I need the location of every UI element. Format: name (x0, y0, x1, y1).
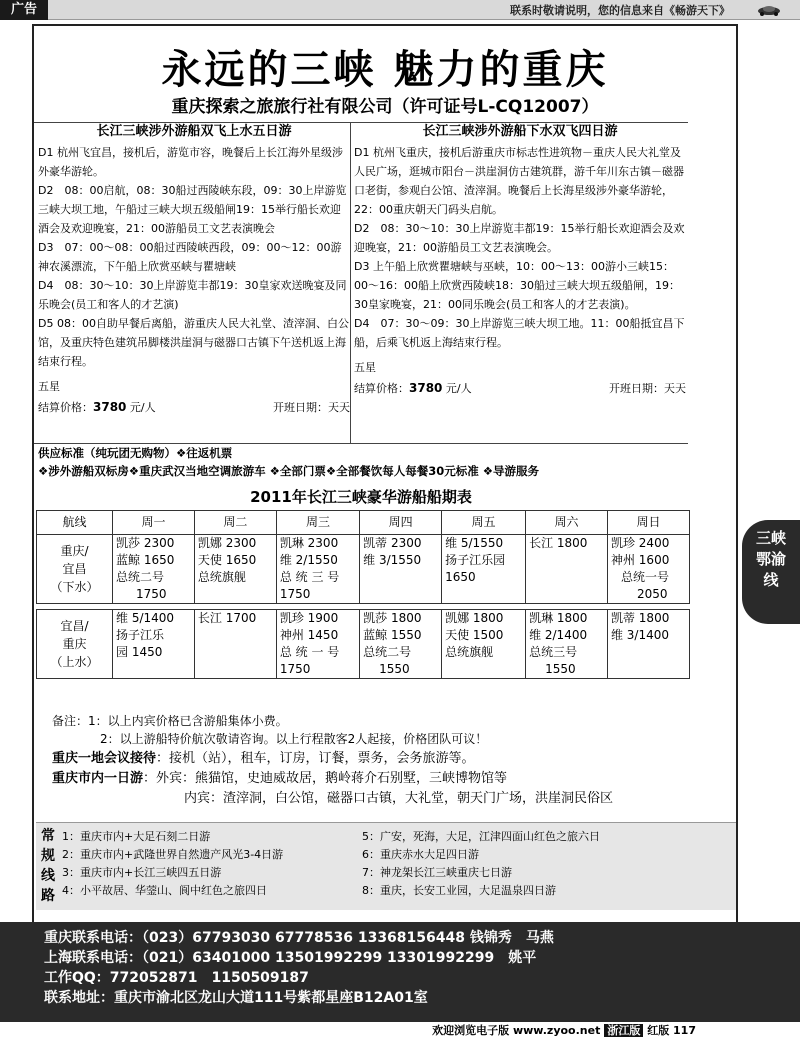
schedule-title: 2011年长江三峡豪华游船船期表 (250, 488, 472, 506)
table-cell: 凯珍 1900 神州 1450 总 统 一 号 1750 (276, 610, 359, 679)
table-cell: 凯莎 1800 蓝鲸 1550 总统二号 1550 (360, 610, 442, 679)
car-logo-icon (756, 3, 782, 17)
table-cell: 凯珍 2400 神州 1600 总统一号 2050 (607, 535, 689, 604)
routes-list-left (62, 828, 283, 900)
table-header: 周四 (360, 511, 442, 535)
itinerary-upstream-5day (38, 122, 350, 442)
meeting-reception: 重庆一地会议接待：接机（站），租车，订房，订餐，票务，会务旅游等。 (52, 751, 475, 766)
footer-site: 欢迎浏览电子版 www.zyoo.net (432, 1024, 601, 1037)
table-header: 周六 (526, 511, 608, 535)
itinerary-downstream-4day (354, 122, 686, 442)
itinerary-heading: 长江三峡涉外游船双飞上水五日游 (96, 124, 292, 139)
main-title: 永远的三峡 魅力的重庆 (161, 47, 609, 93)
contact-block (0, 922, 800, 1022)
itinerary-heading: 长江三峡涉外游船下水双飞四日游 (422, 124, 618, 139)
contact-address: 联系地址：重庆市渝北区龙山大道111号紫都星座B12A01室 (44, 990, 428, 1006)
route-item: 7：神龙架长江三峡重庆七日游 (362, 866, 512, 879)
ad-label: 广告 (0, 0, 48, 20)
company-name: 重庆探索之旅旅行社有限公司（许可证号L-CQ12007） (171, 97, 599, 117)
price: 结算价格：3780 元/人 (354, 381, 472, 395)
table-cell: 凯琳 1800 维 2/1400 总统三号 1550 (526, 610, 608, 679)
route-downstream: 重庆/ 宜昌 （下水） (37, 535, 113, 604)
itinerary-day: D3 07：00～08：00船过西陵峡西段，09：00～12：00游神农溪漂流，下午船上欣赏巫峡与瞿塘峡 (38, 241, 342, 273)
departure-schedule: 开班日期：天天 (273, 401, 350, 414)
routes-list-right (362, 828, 600, 900)
itinerary-day: D1 杭州飞重庆，接机后游重庆市标志性进筑物－重庆人民大礼堂及人民广场，逛城市阳台－洪崖洞仿古建筑群，游千年川东古镇－磁器口老街，参观白公馆、渣滓洞。晚餐后上长海星级涉外豪华游轮，22：00重庆朝天门码头启航。 (354, 146, 684, 216)
cruise-schedule-table (36, 510, 690, 679)
table-cell: 维 5/1550 扬子江乐园 1650 (442, 535, 526, 604)
edition-tag: 浙江版 (604, 1024, 643, 1037)
itinerary-day: D5 08：00自助早餐后离船，游重庆人民大礼堂、渣滓洞、白公馆，及重庆特色建筑吊脚楼洪崖洞与磁器口古镇下午送机返上海结束行程。 (38, 317, 349, 368)
top-strip (0, 0, 800, 20)
route-item: 1：重庆市内+大足石刻二日游 (62, 830, 211, 843)
table-header: 周五 (442, 511, 526, 535)
itinerary-day: D2 08：30～10：30上岸游览丰都19：15举行船长欢迎酒会及欢迎晚宴，21：00游船员工文艺表演晚会。 (354, 222, 685, 254)
price: 结算价格：3780 元/人 (38, 400, 156, 414)
table-cell: 凯蒂 2300 维 3/1550 (360, 535, 442, 604)
contact-qq: 工作QQ：772052871 1150509187 (44, 970, 309, 986)
price-row (38, 398, 350, 417)
table-header: 周日 (607, 511, 689, 535)
table-header: 周一 (113, 511, 195, 535)
supply-line: 供应标准（纯玩团无购物）❖往返机票 (38, 446, 233, 460)
city-day-tour: 重庆市内一日游：外宾：熊猫馆，史迪威故居，鹅岭蒋介石别墅，三峡博物馆等 (52, 771, 508, 786)
city-day-tour-domestic: 内宾：渣滓洞，白公馆，磁器口古镇，大礼堂，朝天门广场，洪崖洞民俗区 (184, 791, 614, 806)
table-cell: 凯蒂 1800 维 3/1400 (607, 610, 689, 679)
table-header-row (37, 511, 690, 535)
contact-shanghai: 上海联系电话：（021）63401000 13501992299 13301992299 姚平 (44, 950, 537, 966)
table-cell: 凯娜 1800 天使 1500 总统旗舰 (442, 610, 526, 679)
price-row (354, 379, 686, 398)
route-item: 3：重庆市内+长江三峡四五日游 (62, 866, 222, 879)
supply-standards (38, 444, 688, 480)
table-cell: 凯琳 2300 维 2/1550 总 统 三 号 1750 (276, 535, 359, 604)
side-tab: 三峡鄂渝线 (742, 520, 800, 624)
route-item: 4：小平故居、华蓥山、阆中红色之旅四日 (62, 884, 267, 897)
table-header: 周二 (194, 511, 276, 535)
route-item: 2：重庆市内+武隆世界自然遗产风光3-4日游 (62, 848, 284, 861)
table-cell: 凯莎 2300 蓝鲸 1650 总统二号 1750 (113, 535, 195, 604)
contact-chongqing: 重庆联系电话：（023）67793030 67778536 13368156448 钱锦秀 马燕 (44, 930, 554, 946)
note-line: 2：以上游船特价航次敬请咨询。以上行程散客2人起接，价格团队可议！ (100, 732, 488, 746)
table-row (37, 610, 690, 679)
route-item: 5：广安，死海，大足，江津四面山红色之旅六日 (362, 830, 600, 843)
itinerary-day: D1 杭州飞宜昌，接机后，游览市容，晚餐后上长江海外星级涉外豪华游轮。 (38, 146, 343, 178)
page-footer (0, 1022, 800, 1040)
table-cell: 长江 1800 (526, 535, 608, 604)
itinerary-day: D2 08：00启航，08：30船过西陵峡东段，09：30上岸游览三峡大坝工地，午船过三峡大坝五级船闸19：15举行船长欢迎酒会及欢迎晚宴，21：00游船员工文艺表演晚会 (38, 184, 347, 235)
route-item: 6：重庆赤水大足四日游 (362, 848, 479, 861)
star-rating: 五星 (354, 361, 376, 374)
supply-line: ❖涉外游船双标房❖重庆武汉当地空调旅游车 ❖全部门票❖全部餐饮每人每餐30元标准 ❖导游服务 (38, 464, 540, 478)
table-header: 航线 (37, 511, 113, 535)
table-cell: 长江 1700 (194, 610, 276, 679)
table-cell: 维 5/1400 扬子江乐 园 1450 (113, 610, 195, 679)
table-cell: 凯娜 2300 天使 1650 总统旗舰 (194, 535, 276, 604)
page-number: 红版 117 (647, 1024, 696, 1037)
star-rating: 五星 (38, 380, 60, 393)
regular-routes-tag: 常规线路 (41, 828, 55, 904)
itinerary-day: D4 08：30～10：30上岸游览丰都19：30皇家欢送晚宴及同乐晚会(员工和客人的才艺演) (38, 279, 347, 311)
departure-schedule: 开班日期：天天 (609, 382, 686, 395)
route-upstream: 宜昌/ 重庆 （上水） (37, 610, 113, 679)
table-header: 周三 (276, 511, 359, 535)
notes (52, 712, 487, 748)
itinerary-day: D3 上午船上欣赏瞿塘峡与巫峡，10：00～13：00游小三峡15：00～16：00船上欣赏西陵峡18：30船过三峡大坝五级船闸，19：30皇家晚宴，21：00同乐晚会(员工和客人的才艺表演)。 (354, 260, 680, 311)
table-row (37, 535, 690, 604)
itinerary-day: D4 07：30～09：30上岸游览三峡大坝工地。11：00船抵宜昌下船，后乘飞机返上海结束行程。 (354, 317, 685, 349)
column-divider (350, 122, 351, 444)
local-services (52, 749, 613, 809)
top-notice: 联系时敬请说明，您的信息来自《畅游天下》 (510, 4, 730, 17)
route-item: 8：重庆，长安工业园，大足温泉四日游 (362, 884, 556, 897)
note-line: 备注：1：以上内宾价格已含游船集体小费。 (52, 714, 288, 728)
